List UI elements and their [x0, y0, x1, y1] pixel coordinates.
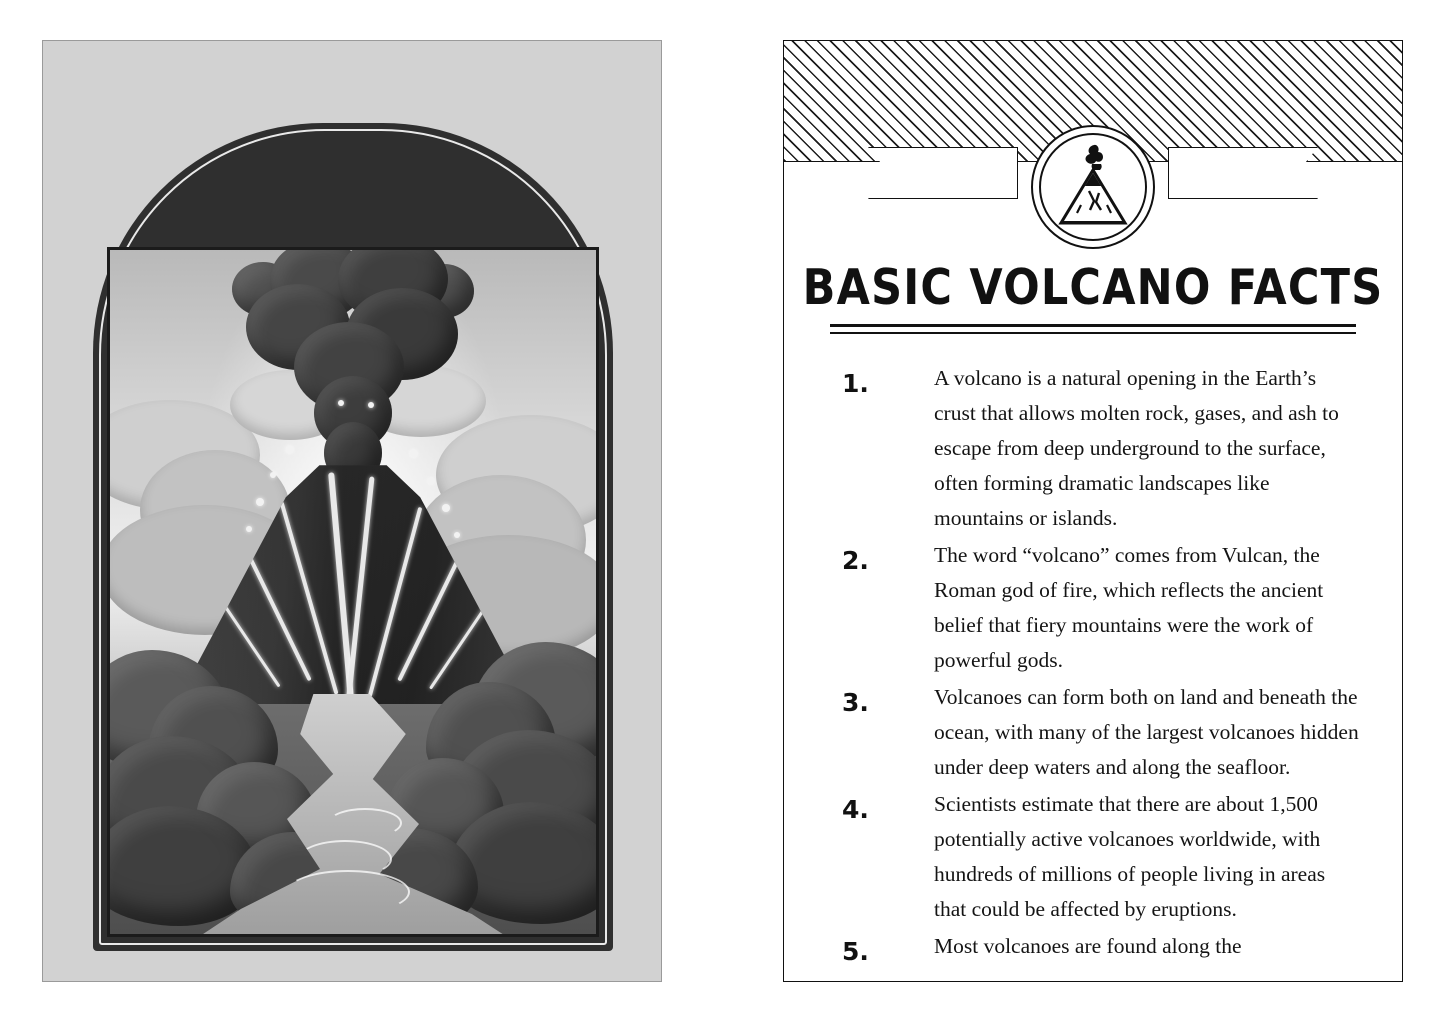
title-divider [830, 324, 1356, 334]
right-page [783, 40, 1403, 982]
lava-spark [270, 472, 276, 478]
divider-thick-rule [830, 324, 1356, 327]
volcano-icon [1031, 125, 1155, 249]
erupting-volcano-illustration [107, 247, 599, 937]
lava-spark [338, 400, 344, 406]
fact-number: 3. [842, 688, 869, 717]
list-item [830, 538, 1362, 678]
fact-text: Scientists estimate that there are about 1,500 potentially active volcanoes worldwide, with hundreds of millions of people living in areas that could be affected by eruptions. [934, 792, 1326, 921]
fact-text: Most volcanoes are found along the [934, 934, 1242, 958]
lava-spark [286, 446, 293, 453]
lava-spark [368, 402, 374, 408]
lava-spark [454, 532, 460, 538]
fact-text: Volcanoes can form both on land and beneath the ocean, with many of the largest volcanoes hidden under deep waters and along the seafloor. [934, 685, 1359, 779]
list-item [830, 787, 1362, 927]
page-title: BASIC VOLCANO FACTS [802, 259, 1384, 317]
ribbon-tail-left [868, 147, 1018, 199]
fact-text: A volcano is a natural opening in the Earth’s crust that allows molten rock, gases, and ash to escape from deep underground to the surface, often forming dramatic landscapes like mountains or islands. [934, 366, 1339, 530]
fact-number: 5. [842, 937, 869, 966]
artwork-frame [93, 123, 613, 951]
lava-spark [428, 478, 434, 484]
ribbon-tail-right [1168, 147, 1318, 199]
badge-inner-ring [1039, 133, 1147, 241]
lava-spark [256, 498, 264, 506]
list-item [830, 361, 1362, 536]
facts-list [830, 361, 1362, 968]
fact-number: 1. [842, 369, 869, 398]
list-item [830, 680, 1362, 785]
divider-thin-rule [830, 332, 1356, 334]
lava-spark [442, 504, 450, 512]
water-ripple [328, 808, 402, 838]
left-page [42, 40, 662, 982]
lava-spark [246, 526, 252, 532]
lava-spark [410, 450, 417, 457]
water-ripple [286, 870, 410, 914]
fact-number: 2. [842, 546, 869, 575]
ash-plume [228, 247, 478, 486]
fact-number: 4. [842, 795, 869, 824]
fact-text: The word “volcano” comes from Vulcan, the Roman god of fire, which reflects the ancient belief that fiery mountains were the work of powerful gods. [934, 543, 1324, 672]
list-item [830, 929, 1362, 966]
